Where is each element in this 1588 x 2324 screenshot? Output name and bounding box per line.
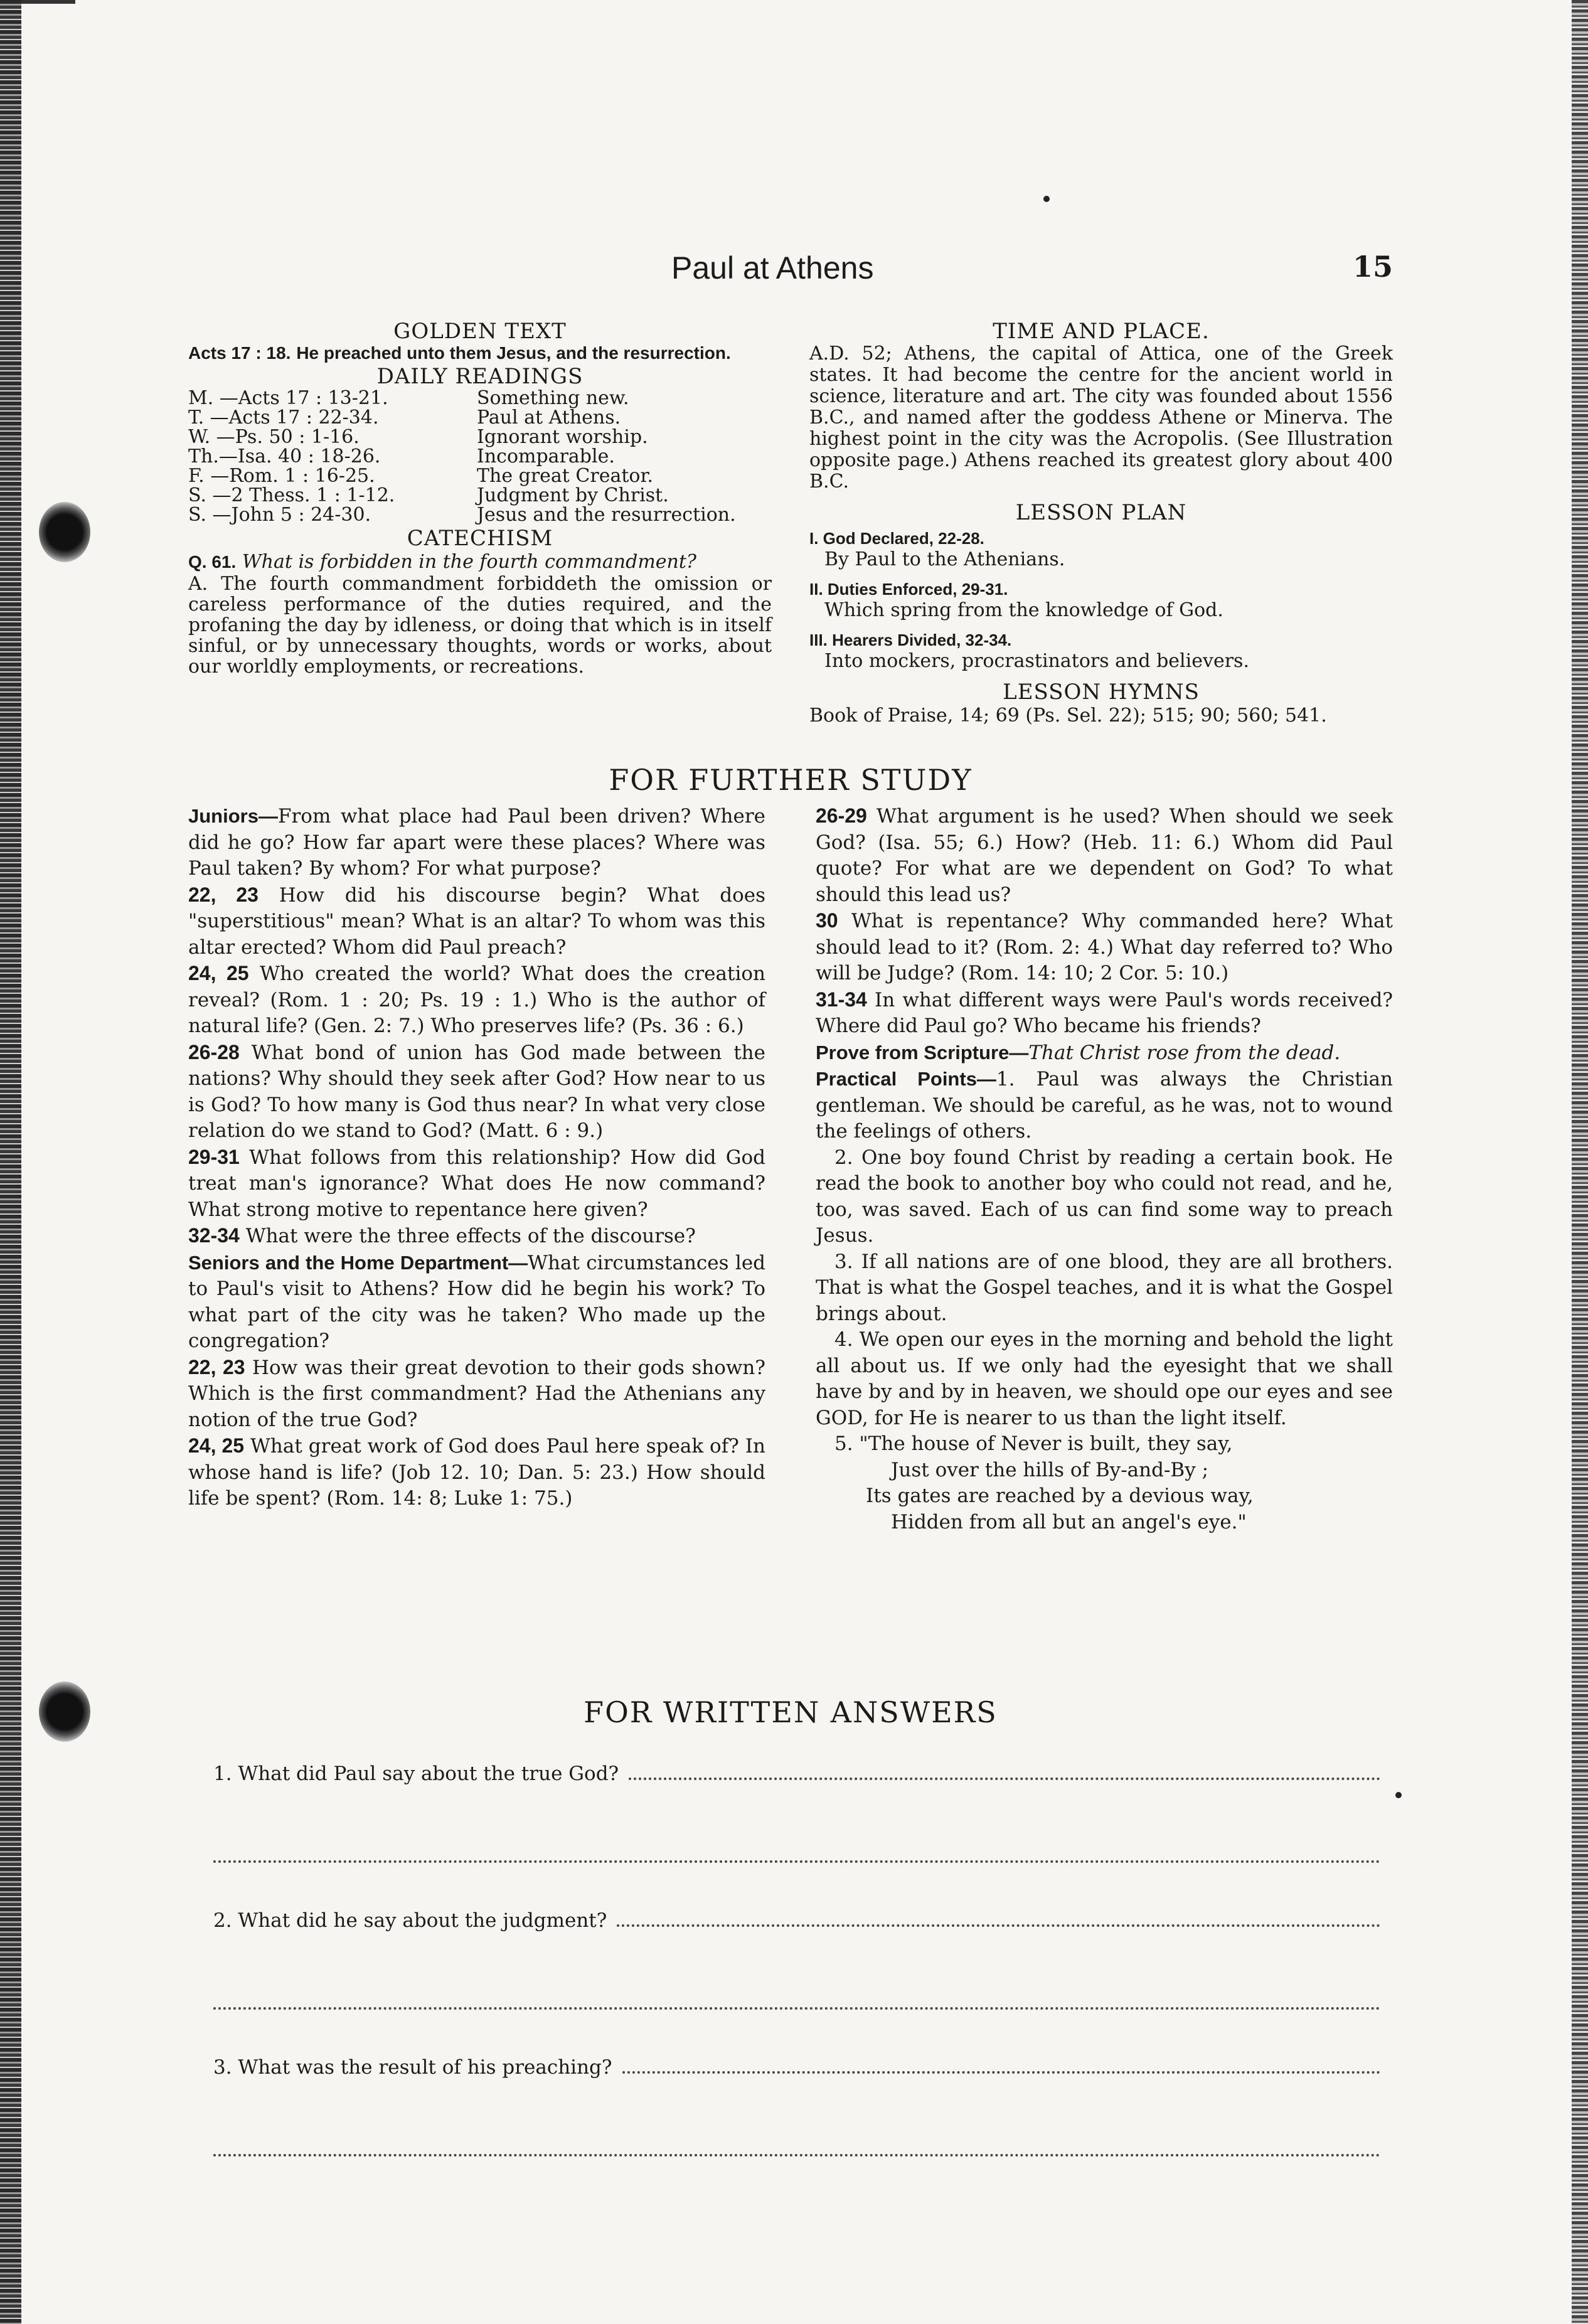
poem-line: Hidden from all but an angel's eye." — [891, 1510, 1247, 1533]
study-label: Prove from Scripture— — [816, 1041, 1029, 1063]
list-item — [188, 388, 772, 408]
study-text: What great work of God does Paul here speak of? In whose hand is life? (Job 12. 10; Dan. 5: 23.) How should life be spent? (Rom. 14: 8; Luke 1: 75.) — [188, 1435, 765, 1510]
list-item — [188, 803, 765, 882]
study-text: 4. We open our eyes in the morning and behold the light all about us. If we only had the eyesight that we shall have by and by in heaven, we should ope our eyes and see GOD, for He is nearer to us than the light itself. — [816, 1328, 1393, 1429]
daily-readings-heading: DAILY READINGS — [376, 364, 584, 389]
list-item — [188, 1223, 765, 1250]
study-text: 1. Paul was always the Christian gentleman. We should be careful, as he was, not to wound the feelings of others. — [816, 1068, 1393, 1143]
left-info-column — [188, 320, 772, 677]
reading-topic: Judgment by Christ. — [477, 484, 669, 506]
lesson-hymns-heading: LESSON HYMNS — [1003, 680, 1200, 705]
further-study-left-column — [188, 803, 765, 1512]
answer-line[interactable] — [213, 1976, 1380, 2010]
study-label: 30 — [816, 909, 838, 932]
reading-topic: The great Creator. — [477, 465, 654, 487]
plan-item-sub: Which spring from the knowledge of God. — [824, 599, 1223, 621]
list-item — [188, 961, 765, 1040]
plan-item-sub: By Paul to the Athenians. — [824, 548, 1065, 570]
list-item — [816, 803, 1393, 908]
reading-ref: Th.—Isa. 40 : 18-26. — [188, 445, 381, 467]
written-answers-section — [213, 1754, 1380, 2156]
written-question-1 — [213, 1754, 1380, 1785]
study-text: 3. If all nations are of one blood, they are all brothers. That is what the Gospel teaches, and it is what the Gospel brings about. — [816, 1250, 1393, 1325]
reading-ref: M. —Acts 17 : 13-21. — [188, 387, 388, 409]
list-item — [188, 408, 772, 427]
list-item — [188, 1355, 765, 1434]
reading-topic: Jesus and the resurrection. — [477, 504, 736, 526]
study-text: What circumstances led to Paul's visit to Athens? How did he begin his work? To what part of the city was he taken? Who made up the congregation? — [188, 1251, 766, 1352]
answer-line[interactable] — [622, 2071, 1380, 2074]
page-header — [188, 250, 1393, 294]
reading-ref: F. —Rom. 1 : 16-25. — [188, 465, 375, 487]
list-item — [816, 908, 1393, 987]
scan-edge-left — [0, 0, 21, 2324]
list-item — [188, 505, 772, 525]
study-text: 2. One boy found Christ by reading a certain book. He read the book to another boy who could not read, and he, too, was saved. Each of us can find some way to preach Jesus. — [816, 1146, 1393, 1247]
ink-speck — [1395, 1792, 1402, 1798]
further-study-right-column — [816, 803, 1393, 1535]
poem-line: Its gates are reached by a devious way, — [866, 1484, 1254, 1507]
list-item — [188, 427, 772, 447]
answer-line[interactable] — [629, 1778, 1380, 1780]
list-item — [188, 486, 772, 505]
list-item — [188, 1144, 765, 1223]
reading-topic: Ignorant worship. — [477, 426, 648, 448]
list-item — [188, 882, 765, 961]
study-text: From what place had Paul been driven? Where did he go? How far apart were these places? Where was Paul taken? By whom? For what purpose? — [188, 805, 765, 880]
written-question-2 — [213, 1900, 1380, 1932]
answer-line[interactable] — [213, 1829, 1380, 1863]
study-text: Who created the world? What does the creation reveal? (Rom. 1 : 20; Ps. 19 : 1.) Who is the author of natural life? (Gen. 2: 7.) Who preserves life? (Ps. 36 : 6.) — [188, 962, 766, 1037]
list-item — [816, 1145, 1393, 1249]
study-label: 26-28 — [188, 1040, 240, 1063]
study-label: 32-34 — [188, 1224, 240, 1247]
golden-text-heading: GOLDEN TEXT — [393, 319, 567, 344]
study-label: Practical Points— — [816, 1068, 996, 1090]
question-text: 1. What did Paul say about the true God? — [213, 1762, 619, 1785]
study-label: 22, 23 — [188, 883, 258, 906]
plan-item-title: I. God Declared, 22-28. — [809, 529, 984, 548]
list-item — [188, 1040, 765, 1144]
right-info-column — [809, 320, 1393, 727]
catechism-answer: A. The fourth commandment forbiddeth the omission or careless performance of the duties required, and the profaning the day by idleness, or doing that which is in itself sinful, or by unnecessary thoughts, words or works, about our worldly employments, or recreations. — [188, 573, 772, 678]
poem — [816, 1431, 1393, 1535]
list-item — [809, 578, 1393, 620]
plan-item-sub: Into mockers, procrastinators and believers. — [824, 650, 1249, 672]
written-answers-heading: FOR WRITTEN ANSWERS — [584, 1695, 998, 1729]
study-label: 24, 25 — [188, 1434, 245, 1457]
list-item — [816, 987, 1393, 1040]
time-place-heading: TIME AND PLACE. — [993, 319, 1210, 344]
study-text: How did his discourse begin? What does "superstitious" mean? What is an altar? To whom was this altar erected? Whom did Paul preach? — [188, 883, 765, 959]
punch-hole-icon — [39, 1682, 90, 1742]
list-item — [188, 1433, 765, 1512]
reading-topic: Incomparable. — [477, 445, 615, 467]
study-label: 22, 23 — [188, 1355, 245, 1378]
study-label: 24, 25 — [188, 962, 249, 984]
lesson-hymns-text: Book of Praise, 14; 69 (Ps. Sel. 22); 515; 90; 560; 541. — [809, 705, 1327, 727]
study-text: In what different ways were Paul's words received? Where did Paul go? Who became his friends? — [816, 988, 1393, 1037]
study-text: That Christ rose from the dead. — [1028, 1041, 1341, 1064]
study-text: What follows from this relationship? How did God treat man's ignorance? What does He now command? What strong motive to repentance here given? — [188, 1146, 766, 1221]
list-item — [809, 527, 1393, 569]
list-item — [816, 1040, 1393, 1067]
list-item — [816, 1249, 1393, 1328]
plan-item-title: III. Hearers Divided, 32-34. — [809, 631, 1012, 649]
further-study-heading: FOR FURTHER STUDY — [609, 763, 973, 797]
lesson-plan-heading: LESSON PLAN — [1015, 500, 1187, 525]
ink-speck — [1043, 196, 1050, 202]
answer-line[interactable] — [617, 1924, 1380, 1927]
plan-item-title: II. Duties Enforced, 29-31. — [809, 580, 1008, 599]
catechism-question-text: What is forbidden in the fourth commandment? — [242, 551, 696, 573]
reading-ref: S. —John 5 : 24-30. — [188, 504, 371, 526]
study-label: 29-31 — [188, 1145, 240, 1168]
reading-ref: T. —Acts 17 : 22-34. — [188, 407, 379, 429]
reading-ref: W. —Ps. 50 : 1-16. — [188, 426, 360, 448]
list-item — [816, 1327, 1393, 1431]
study-label: 26-29 — [816, 804, 867, 827]
catechism-q-label: Q. 61. — [188, 552, 237, 572]
reading-topic: Paul at Athens. — [477, 407, 621, 429]
punch-hole-icon — [39, 502, 90, 562]
list-item — [188, 1250, 765, 1355]
page-title: Paul at Athens — [671, 250, 874, 285]
study-text: What is repentance? Why commanded here? What should lead to it? (Rom. 2: 4.) What day referred to? Who will be Judge? (Rom. 14: 10; 2 Cor. 5: 10.) — [816, 910, 1393, 984]
reading-topic: Something new. — [477, 387, 629, 409]
page-number: 15 — [1352, 250, 1393, 284]
written-question-3 — [213, 2047, 1380, 2079]
list-item — [188, 466, 772, 486]
poem-line: 5. "The house of Never is built, they say, — [834, 1432, 1233, 1455]
daily-readings-list — [188, 388, 772, 525]
study-label: 31-34 — [816, 988, 867, 1011]
study-text: What bond of union has God made between the nations? Why should they seek after God? How near to us is God? To how many is God thus near? In what very close relation do we stand to God? (Matt. 6 : 9.) — [188, 1041, 765, 1142]
catechism-heading: CATECHISM — [407, 526, 553, 551]
study-text: What were the three effects of the discourse? — [245, 1225, 696, 1247]
study-text: What argument is he used? When should we seek God? (Isa. 55; 6.) How? (Heb. 11: 6.) Whom did Paul quote? For what are we dependent on God? To what should this lead us? — [816, 805, 1393, 906]
reading-ref: S. —2 Thess. 1 : 1-12. — [188, 484, 395, 506]
golden-text-reference: Acts 17 : 18. — [188, 343, 291, 363]
list-item — [809, 629, 1393, 671]
golden-text-body: He preached unto them Jesus, and the resurrection. — [296, 343, 731, 363]
question-text: 3. What was the result of his preaching? — [213, 2056, 612, 2079]
study-label: Juniors— — [188, 805, 278, 827]
list-item — [188, 447, 772, 466]
study-label: Seniors and the Home Department— — [188, 1251, 528, 1274]
answer-line[interactable] — [213, 2123, 1380, 2156]
poem-line: Just over the hills of By-and-By ; — [891, 1458, 1209, 1481]
time-place-text: A.D. 52; Athens, the capital of Attica, one of the Greek states. It had become the centre for the ancient world in science, literature and art. The city was founded about 1556 B.C., and named after the goddess Athene or Minerva. The highest point in the city was the Acropolis. (See Illustration opposite page.) Athens reached its greatest glory about 400 B.C. — [809, 343, 1393, 493]
catechism-question — [188, 550, 772, 573]
study-text: How was their great devotion to their gods shown? Which is the first commandment? Had the Athenians any notion of the true God? — [188, 1356, 765, 1431]
scan-edge-right — [1572, 0, 1588, 2324]
list-item — [816, 1066, 1393, 1145]
question-text: 2. What did he say about the judgment? — [213, 1909, 607, 1932]
golden-text — [188, 343, 772, 363]
